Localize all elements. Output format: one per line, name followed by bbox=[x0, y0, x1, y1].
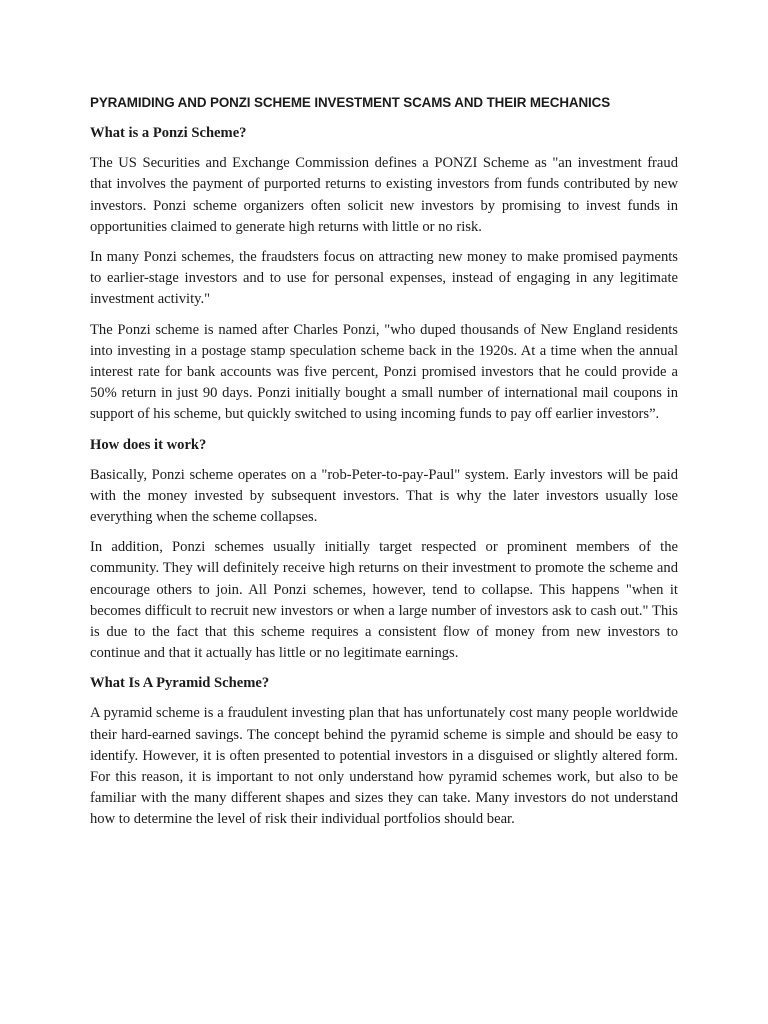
section-heading: What Is A Pyramid Scheme? bbox=[90, 675, 270, 692]
section-heading: What is a Ponzi Scheme? bbox=[90, 125, 247, 142]
section-how-does-it-work bbox=[90, 435, 678, 665]
section-heading: How does it work? bbox=[90, 436, 207, 453]
paragraph: In many Ponzi schemes, the fraudsters focus on attracting new money to make promised payments to earlier-stage investors and to use for personal expenses, instead of engaging in any legitimate investment activity." bbox=[90, 249, 678, 308]
document-page bbox=[90, 92, 678, 840]
document-title: PYRAMIDING AND PONZI SCHEME INVESTMENT SCAMS AND THEIR MECHANICS bbox=[90, 95, 611, 110]
section-what-is-pyramid bbox=[90, 673, 678, 830]
paragraph: The Ponzi scheme is named after Charles Ponzi, "who duped thousands of New England residents into investing in a postage stamp speculation scheme back in the 1920s. At a time when the annual interest rate for bank accounts was five percent, Ponzi promised investors that he could provide a 50% return in just 90 days. Ponzi initially bought a small number of international mail coupons in support of his scheme, but quickly switched to using incoming funds to pay off earlier investors”. bbox=[90, 321, 678, 423]
paragraph: The US Securities and Exchange Commission defines a PONZI Scheme as "an investment fraud that involves the payment of purported returns to existing investors from funds contributed by new investors. Ponzi scheme organizers often solicit new investors by promising to invest funds in opportunities claimed to generate high returns with little or no risk. bbox=[90, 155, 678, 235]
paragraph: In addition, Ponzi schemes usually initially target respected or prominent members of the community. They will definitely receive high returns on their investment to promote the scheme and encourage others to join. All Ponzi schemes, however, tend to collapse. This happens "when it becomes difficult to recruit new investors or when a large number of investors ask to cash out." This is due to the fact that this scheme requires a consistent flow of money from new investors to continue and that it actually has little or no legitimate earnings. bbox=[90, 539, 678, 662]
section-what-is-ponzi bbox=[90, 123, 678, 425]
paragraph: Basically, Ponzi scheme operates on a "rob-Peter-to-pay-Paul" system. Early investors will be paid with the money invested by subsequent investors. That is why the later investors usually lose everything when the scheme collapses. bbox=[90, 466, 678, 526]
paragraph: A pyramid scheme is a fraudulent investing plan that has unfortunately cost many people worldwide their hard-earned savings. The concept behind the pyramid scheme is simple and should be easy to identify. However, it is often presented to potential investors in a disguised or slightly altered form. For this reason, it is important to not only understand how pyramid schemes work, but also to be familiar with the many different shapes and sizes they can take. Many investors do not understand how to determine the level of risk their individual portfolios should bear. bbox=[90, 705, 678, 828]
